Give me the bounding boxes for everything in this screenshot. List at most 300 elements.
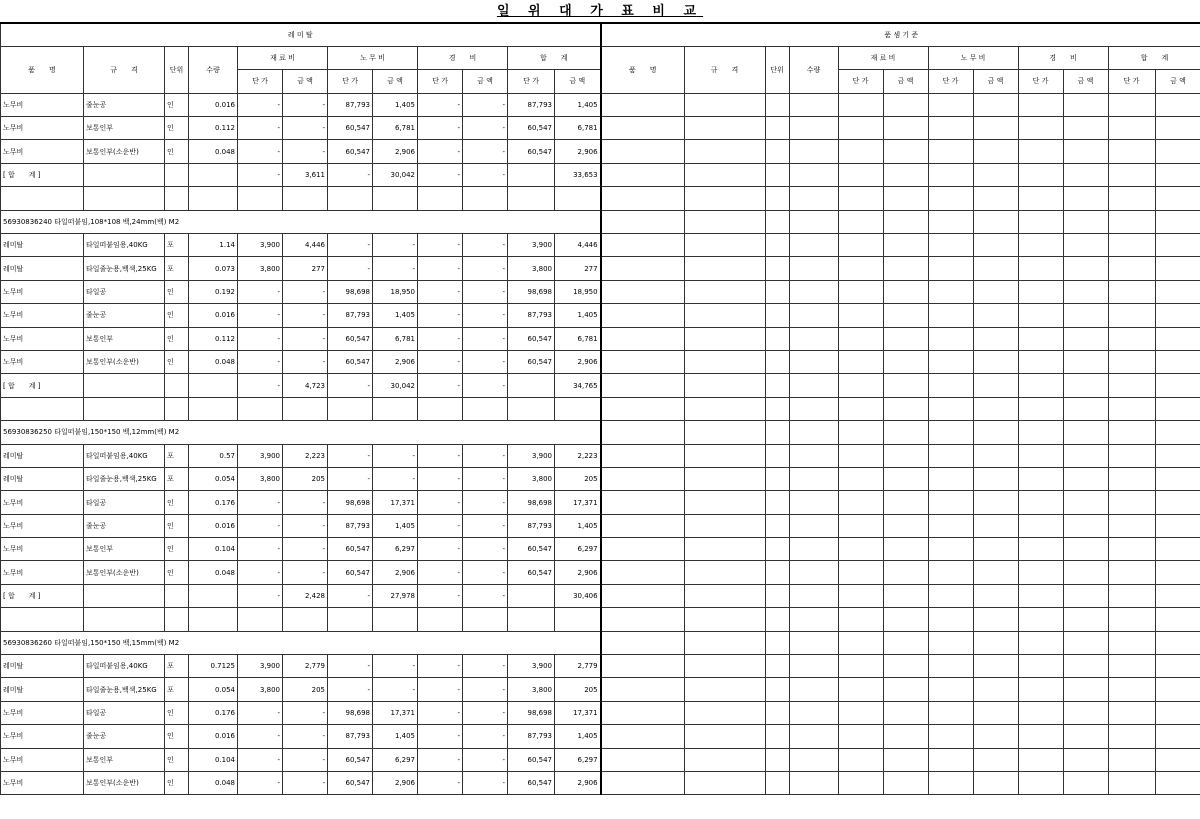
material-unit-price: - bbox=[238, 538, 283, 561]
material-amount: - bbox=[283, 93, 328, 116]
empty-cell bbox=[1155, 467, 1200, 490]
total-unit-price: 60,547 bbox=[508, 140, 555, 163]
empty-cell bbox=[973, 561, 1018, 584]
empty-cell bbox=[684, 163, 765, 186]
empty-cell bbox=[601, 210, 684, 233]
section-header-row bbox=[1, 210, 601, 233]
empty-cell bbox=[1108, 421, 1155, 444]
empty-cell bbox=[1155, 117, 1200, 140]
empty-cell bbox=[838, 748, 883, 771]
empty-cell bbox=[883, 327, 928, 350]
col-header-unit-price: 단 가 bbox=[508, 70, 555, 93]
labor-amount: 1,405 bbox=[373, 304, 418, 327]
empty-cell bbox=[684, 210, 765, 233]
empty-cell bbox=[684, 538, 765, 561]
total-amount: 34,765 bbox=[555, 374, 601, 397]
empty-cell bbox=[1155, 655, 1200, 678]
row-unit: 포 bbox=[165, 234, 189, 257]
expense-unit-price: - bbox=[418, 514, 463, 537]
total-unit-price: 3,900 bbox=[508, 655, 555, 678]
labor-unit-price: 87,793 bbox=[328, 93, 373, 116]
labor-unit-price: 87,793 bbox=[328, 514, 373, 537]
empty-row bbox=[601, 350, 1200, 373]
empty-cell bbox=[418, 397, 463, 420]
material-amount: - bbox=[283, 350, 328, 373]
empty-cell bbox=[789, 491, 838, 514]
empty-cell bbox=[1108, 584, 1155, 607]
expense-unit-price: - bbox=[418, 701, 463, 724]
labor-amount: 2,906 bbox=[373, 140, 418, 163]
labor-amount: - bbox=[373, 234, 418, 257]
empty-cell bbox=[684, 374, 765, 397]
total-unit-price: 3,800 bbox=[508, 257, 555, 280]
empty-cell bbox=[1155, 350, 1200, 373]
material-amount: - bbox=[283, 701, 328, 724]
material-unit-price: - bbox=[238, 772, 283, 795]
expense-amount: - bbox=[463, 538, 508, 561]
empty-cell bbox=[789, 210, 838, 233]
empty-cell bbox=[765, 234, 789, 257]
empty-cell bbox=[1063, 327, 1108, 350]
empty-cell bbox=[765, 584, 789, 607]
empty-cell bbox=[973, 421, 1018, 444]
col-header-amount: 금 액 bbox=[1155, 70, 1200, 93]
empty-cell bbox=[283, 608, 328, 631]
empty-cell bbox=[883, 514, 928, 537]
row-unit: 인 bbox=[165, 491, 189, 514]
empty-cell bbox=[283, 187, 328, 210]
empty-cell bbox=[1063, 257, 1108, 280]
labor-amount: 2,906 bbox=[373, 350, 418, 373]
material-amount: 3,611 bbox=[283, 163, 328, 186]
expense-amount: - bbox=[463, 304, 508, 327]
empty-cell bbox=[1063, 655, 1108, 678]
empty-row bbox=[601, 538, 1200, 561]
empty-cell bbox=[1155, 561, 1200, 584]
empty-cell bbox=[789, 257, 838, 280]
empty-cell bbox=[838, 280, 883, 303]
empty-cell bbox=[601, 140, 684, 163]
empty-cell bbox=[789, 678, 838, 701]
empty-cell bbox=[883, 631, 928, 654]
empty-cell bbox=[1063, 538, 1108, 561]
row-unit: 인 bbox=[165, 772, 189, 795]
labor-unit-price: 98,698 bbox=[328, 491, 373, 514]
empty-cell bbox=[883, 678, 928, 701]
left-section-title: 레 미 탈 bbox=[1, 23, 601, 46]
empty-cell bbox=[684, 631, 765, 654]
row-item-name: 노무비 bbox=[1, 93, 84, 116]
row-spec: 타일줄눈용,백색,25KG bbox=[84, 678, 165, 701]
col-header-expense: 경 비 bbox=[1018, 46, 1108, 69]
labor-amount: - bbox=[373, 467, 418, 490]
labor-amount: 27,978 bbox=[373, 584, 418, 607]
empty-cell bbox=[238, 397, 283, 420]
expense-unit-price: - bbox=[418, 140, 463, 163]
empty-cell bbox=[838, 584, 883, 607]
empty-cell bbox=[789, 350, 838, 373]
empty-cell bbox=[601, 374, 684, 397]
material-amount: - bbox=[283, 748, 328, 771]
empty-cell bbox=[1108, 538, 1155, 561]
empty-cell bbox=[789, 187, 838, 210]
row-qty bbox=[189, 163, 238, 186]
row-unit: 포 bbox=[165, 467, 189, 490]
col-header-labor: 노 무 비 bbox=[928, 46, 1018, 69]
empty-cell bbox=[1018, 608, 1063, 631]
empty-cell bbox=[601, 93, 684, 116]
empty-cell bbox=[189, 397, 238, 420]
row-spec: 보통인부 bbox=[84, 538, 165, 561]
empty-row bbox=[601, 280, 1200, 303]
empty-cell bbox=[928, 608, 973, 631]
empty-cell bbox=[973, 491, 1018, 514]
row-spec: 타일떠붙임용,40KG bbox=[84, 234, 165, 257]
labor-amount: - bbox=[373, 678, 418, 701]
empty-cell bbox=[1018, 631, 1063, 654]
row-unit: 포 bbox=[165, 655, 189, 678]
empty-cell bbox=[1108, 631, 1155, 654]
empty-cell bbox=[789, 772, 838, 795]
expense-amount: - bbox=[463, 140, 508, 163]
empty-cell bbox=[1108, 561, 1155, 584]
empty-cell bbox=[765, 140, 789, 163]
labor-amount: 2,906 bbox=[373, 772, 418, 795]
empty-cell bbox=[883, 93, 928, 116]
col-header-qty: 수량 bbox=[789, 46, 838, 93]
empty-cell bbox=[1155, 538, 1200, 561]
row-unit: 포 bbox=[165, 257, 189, 280]
empty-cell bbox=[765, 93, 789, 116]
empty-cell bbox=[1108, 772, 1155, 795]
empty-cell bbox=[789, 514, 838, 537]
empty-cell bbox=[601, 117, 684, 140]
total-amount: 6,781 bbox=[555, 117, 601, 140]
empty-row bbox=[601, 748, 1200, 771]
empty-cell bbox=[765, 327, 789, 350]
expense-amount: - bbox=[463, 327, 508, 350]
row-spec: 타일공 bbox=[84, 280, 165, 303]
empty-cell bbox=[765, 772, 789, 795]
empty-cell bbox=[1018, 210, 1063, 233]
empty-cell bbox=[1155, 304, 1200, 327]
material-amount: - bbox=[283, 514, 328, 537]
col-header-amount: 금 액 bbox=[973, 70, 1018, 93]
empty-cell bbox=[1018, 304, 1063, 327]
row-spec: 타일공 bbox=[84, 491, 165, 514]
empty-cell bbox=[928, 421, 973, 444]
empty-cell bbox=[1155, 701, 1200, 724]
empty-cell bbox=[928, 304, 973, 327]
expense-amount: - bbox=[463, 93, 508, 116]
empty-cell bbox=[1108, 491, 1155, 514]
empty-cell bbox=[1063, 514, 1108, 537]
table-row bbox=[1, 678, 601, 701]
empty-cell bbox=[928, 397, 973, 420]
material-unit-price: - bbox=[238, 514, 283, 537]
material-unit-price: 3,800 bbox=[238, 467, 283, 490]
empty-cell bbox=[1018, 444, 1063, 467]
empty-cell bbox=[1155, 187, 1200, 210]
empty-cell bbox=[1155, 397, 1200, 420]
row-qty: 0.016 bbox=[189, 304, 238, 327]
empty-cell bbox=[883, 584, 928, 607]
empty-cell bbox=[601, 655, 684, 678]
row-qty: 0.104 bbox=[189, 748, 238, 771]
row-qty: 0.176 bbox=[189, 701, 238, 724]
empty-cell bbox=[1155, 514, 1200, 537]
total-unit-price bbox=[508, 163, 555, 186]
row-qty: 0.104 bbox=[189, 538, 238, 561]
empty-cell bbox=[684, 701, 765, 724]
subtotal-row bbox=[1, 374, 601, 397]
empty-cell bbox=[684, 280, 765, 303]
material-unit-price: - bbox=[238, 163, 283, 186]
total-amount: 2,906 bbox=[555, 350, 601, 373]
row-unit: 인 bbox=[165, 350, 189, 373]
labor-amount: 30,042 bbox=[373, 163, 418, 186]
col-header-spec: 규 격 bbox=[684, 46, 765, 93]
row-unit: 포 bbox=[165, 444, 189, 467]
total-amount: 205 bbox=[555, 467, 601, 490]
total-amount: 17,371 bbox=[555, 491, 601, 514]
total-unit-price bbox=[508, 374, 555, 397]
row-item-name: 노무비 bbox=[1, 561, 84, 584]
col-header-unit-price: 단 가 bbox=[418, 70, 463, 93]
empty-cell bbox=[838, 187, 883, 210]
empty-cell bbox=[838, 467, 883, 490]
empty-cell bbox=[1155, 421, 1200, 444]
row-item-name: 레미탈 bbox=[1, 655, 84, 678]
total-unit-price: 60,547 bbox=[508, 327, 555, 350]
empty-cell bbox=[765, 163, 789, 186]
empty-cell bbox=[1018, 491, 1063, 514]
table-row bbox=[1, 350, 601, 373]
labor-unit-price: - bbox=[328, 257, 373, 280]
empty-cell bbox=[1063, 210, 1108, 233]
empty-cell bbox=[838, 140, 883, 163]
row-item-name: 노무비 bbox=[1, 350, 84, 373]
empty-cell bbox=[838, 374, 883, 397]
empty-cell bbox=[1155, 257, 1200, 280]
col-header-total: 합 계 bbox=[1108, 46, 1200, 69]
labor-unit-price: 98,698 bbox=[328, 280, 373, 303]
empty-cell bbox=[684, 772, 765, 795]
labor-amount: 1,405 bbox=[373, 725, 418, 748]
material-unit-price: - bbox=[238, 561, 283, 584]
empty-cell bbox=[1108, 678, 1155, 701]
row-unit: 인 bbox=[165, 748, 189, 771]
total-unit-price: 87,793 bbox=[508, 514, 555, 537]
empty-cell bbox=[789, 163, 838, 186]
empty-cell bbox=[838, 561, 883, 584]
empty-cell bbox=[1108, 257, 1155, 280]
row-qty: 0.192 bbox=[189, 280, 238, 303]
empty-cell bbox=[189, 187, 238, 210]
row-unit bbox=[165, 584, 189, 607]
empty-cell bbox=[973, 655, 1018, 678]
expense-amount: - bbox=[463, 561, 508, 584]
row-unit: 인 bbox=[165, 117, 189, 140]
total-amount: 1,405 bbox=[555, 514, 601, 537]
table-row bbox=[1, 561, 601, 584]
table-row bbox=[1, 280, 601, 303]
row-item-name: 노무비 bbox=[1, 140, 84, 163]
material-unit-price: - bbox=[238, 748, 283, 771]
total-amount: 2,223 bbox=[555, 444, 601, 467]
empty-cell bbox=[684, 187, 765, 210]
material-amount: - bbox=[283, 327, 328, 350]
empty-cell bbox=[883, 280, 928, 303]
empty-cell bbox=[973, 93, 1018, 116]
empty-cell bbox=[883, 117, 928, 140]
empty-cell bbox=[883, 491, 928, 514]
total-unit-price: 60,547 bbox=[508, 561, 555, 584]
empty-cell bbox=[973, 280, 1018, 303]
empty-cell bbox=[1108, 467, 1155, 490]
empty-cell bbox=[1018, 772, 1063, 795]
empty-cell bbox=[1018, 163, 1063, 186]
empty-cell bbox=[928, 117, 973, 140]
empty-row bbox=[601, 210, 1200, 233]
empty-cell bbox=[765, 280, 789, 303]
row-spec: 보통인부(소운반) bbox=[84, 140, 165, 163]
empty-row bbox=[601, 561, 1200, 584]
col-header-unit-price: 단 가 bbox=[1108, 70, 1155, 93]
expense-unit-price: - bbox=[418, 561, 463, 584]
empty-cell bbox=[601, 584, 684, 607]
row-spec: 타일떠붙임용,40KG bbox=[84, 444, 165, 467]
expense-unit-price: - bbox=[418, 117, 463, 140]
table-row bbox=[1, 538, 601, 561]
row-spec: 보통인부 bbox=[84, 748, 165, 771]
empty-row bbox=[601, 304, 1200, 327]
empty-cell bbox=[883, 561, 928, 584]
col-header-qty: 수량 bbox=[189, 46, 238, 93]
empty-cell bbox=[1018, 327, 1063, 350]
empty-cell bbox=[1063, 772, 1108, 795]
total-amount: 277 bbox=[555, 257, 601, 280]
empty-cell bbox=[189, 608, 238, 631]
material-amount: 277 bbox=[283, 257, 328, 280]
empty-cell bbox=[601, 280, 684, 303]
empty-cell bbox=[684, 467, 765, 490]
empty-cell bbox=[1108, 748, 1155, 771]
row-qty: 0.048 bbox=[189, 350, 238, 373]
total-amount: 6,781 bbox=[555, 327, 601, 350]
empty-cell bbox=[928, 163, 973, 186]
labor-amount: 6,781 bbox=[373, 327, 418, 350]
empty-cell bbox=[883, 467, 928, 490]
empty-cell bbox=[883, 444, 928, 467]
labor-amount: - bbox=[373, 257, 418, 280]
row-item-name: [ 합 계 ] bbox=[1, 584, 84, 607]
empty-cell bbox=[1063, 304, 1108, 327]
material-unit-price: - bbox=[238, 93, 283, 116]
empty-cell bbox=[765, 421, 789, 444]
col-header-amount: 금 액 bbox=[1063, 70, 1108, 93]
expense-unit-price: - bbox=[418, 467, 463, 490]
row-spec: 타일줄눈용,백색,25KG bbox=[84, 257, 165, 280]
empty-cell bbox=[765, 350, 789, 373]
empty-cell bbox=[883, 350, 928, 373]
empty-cell bbox=[601, 397, 684, 420]
empty-cell bbox=[1108, 514, 1155, 537]
empty-cell bbox=[1108, 397, 1155, 420]
table-row bbox=[1, 140, 601, 163]
empty-cell bbox=[765, 748, 789, 771]
labor-amount: - bbox=[373, 655, 418, 678]
row-qty bbox=[189, 374, 238, 397]
empty-cell bbox=[789, 374, 838, 397]
empty-cell bbox=[1108, 608, 1155, 631]
row-qty: 0.073 bbox=[189, 257, 238, 280]
empty-cell bbox=[789, 467, 838, 490]
empty-cell bbox=[1018, 397, 1063, 420]
empty-cell bbox=[973, 584, 1018, 607]
empty-cell bbox=[1155, 374, 1200, 397]
material-amount: 2,428 bbox=[283, 584, 328, 607]
empty-row bbox=[601, 655, 1200, 678]
empty-cell bbox=[765, 257, 789, 280]
empty-cell bbox=[838, 421, 883, 444]
empty-cell bbox=[973, 772, 1018, 795]
empty-cell bbox=[1018, 678, 1063, 701]
empty-cell bbox=[928, 655, 973, 678]
left-comparison-table bbox=[0, 22, 602, 795]
empty-cell bbox=[1155, 444, 1200, 467]
table-row bbox=[1, 444, 601, 467]
total-unit-price: 60,547 bbox=[508, 748, 555, 771]
right-comparison-table bbox=[600, 22, 1200, 795]
empty-cell bbox=[838, 491, 883, 514]
empty-cell bbox=[418, 608, 463, 631]
total-unit-price: 60,547 bbox=[508, 772, 555, 795]
blank-row bbox=[1, 187, 601, 210]
empty-cell bbox=[973, 117, 1018, 140]
material-unit-price: - bbox=[238, 327, 283, 350]
empty-cell bbox=[1018, 584, 1063, 607]
empty-row bbox=[601, 467, 1200, 490]
empty-cell bbox=[1155, 280, 1200, 303]
labor-unit-price: 60,547 bbox=[328, 748, 373, 771]
labor-unit-price: - bbox=[328, 163, 373, 186]
empty-cell bbox=[765, 514, 789, 537]
empty-cell bbox=[883, 725, 928, 748]
empty-cell bbox=[765, 538, 789, 561]
empty-cell bbox=[928, 514, 973, 537]
empty-cell bbox=[601, 561, 684, 584]
empty-cell bbox=[1018, 421, 1063, 444]
material-amount: 205 bbox=[283, 467, 328, 490]
material-unit-price: - bbox=[238, 304, 283, 327]
empty-cell bbox=[928, 93, 973, 116]
row-qty: 0.016 bbox=[189, 514, 238, 537]
empty-cell bbox=[973, 514, 1018, 537]
row-spec bbox=[84, 374, 165, 397]
empty-cell bbox=[838, 772, 883, 795]
subtotal-row bbox=[1, 163, 601, 186]
empty-cell bbox=[1018, 187, 1063, 210]
expense-unit-price: - bbox=[418, 280, 463, 303]
expense-unit-price: - bbox=[418, 350, 463, 373]
empty-cell bbox=[883, 538, 928, 561]
empty-cell bbox=[838, 701, 883, 724]
empty-cell bbox=[684, 608, 765, 631]
expense-amount: - bbox=[463, 725, 508, 748]
table-row bbox=[1, 117, 601, 140]
empty-cell bbox=[1108, 140, 1155, 163]
